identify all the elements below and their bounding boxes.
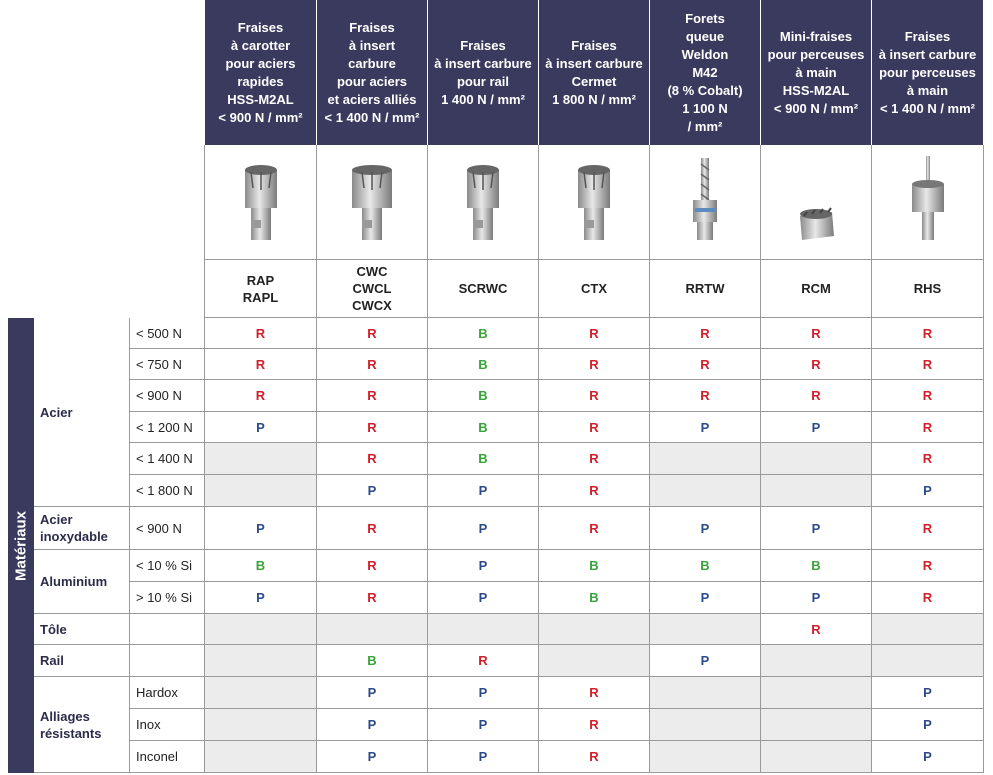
not-applicable-cell: [761, 677, 872, 709]
product-header-6: Mini-fraises pour perceuses à main HSS-M2AL < 900 N / mm²: [761, 0, 872, 145]
rating-cell: P: [205, 507, 317, 550]
product-image-6: [761, 145, 872, 260]
not-applicable-cell: [205, 614, 317, 645]
rating-cell: R: [872, 550, 984, 582]
rating-cell: P: [761, 507, 872, 550]
annular-cutter-icon: [231, 150, 291, 255]
product-header-5: Forets queue Weldon M42 (8 % Cobalt) 1 100 N / mm²: [650, 0, 761, 145]
rating-cell: P: [872, 677, 984, 709]
table-left-border: [204, 145, 205, 318]
rating-cell: R: [539, 443, 650, 475]
rating-cell: P: [650, 507, 761, 550]
carbide-cutter-icon: [342, 150, 402, 255]
not-applicable-cell: [539, 614, 650, 645]
product-code-6: RCM: [761, 260, 872, 318]
product-header-4: Fraises à insert carbure Cermet 1 800 N / mm²: [539, 0, 650, 145]
material-subrow-label: < 750 N: [130, 349, 205, 380]
rating-cell: B: [761, 550, 872, 582]
material-group-4: Tôle: [34, 614, 130, 645]
not-applicable-cell: [650, 677, 761, 709]
rating-cell: P: [428, 550, 539, 582]
material-subrow-label: Hardox: [130, 677, 205, 709]
rating-cell: P: [761, 412, 872, 443]
rating-cell: R: [317, 582, 428, 614]
rating-cell: B: [317, 645, 428, 677]
rating-cell: P: [872, 475, 984, 507]
material-subrow-label: < 900 N: [130, 380, 205, 412]
rating-cell: R: [317, 349, 428, 380]
rating-cell: R: [872, 443, 984, 475]
rating-cell: R: [205, 349, 317, 380]
rating-cell: P: [205, 582, 317, 614]
rating-cell: R: [317, 507, 428, 550]
not-applicable-cell: [761, 475, 872, 507]
not-applicable-cell: [761, 645, 872, 677]
not-applicable-cell: [205, 677, 317, 709]
product-code-7: RHS: [872, 260, 984, 318]
rating-cell: R: [539, 709, 650, 741]
material-subrow-label: < 1 800 N: [130, 475, 205, 507]
rating-cell: R: [539, 349, 650, 380]
rating-cell: R: [539, 412, 650, 443]
rating-cell: B: [205, 550, 317, 582]
material-subrow-label: < 1 400 N: [130, 443, 205, 475]
rating-cell: P: [872, 741, 984, 773]
rating-cell: R: [650, 380, 761, 412]
rating-cell: R: [205, 380, 317, 412]
not-applicable-cell: [205, 741, 317, 773]
not-applicable-cell: [761, 741, 872, 773]
not-applicable-cell: [205, 443, 317, 475]
rating-cell: R: [539, 475, 650, 507]
material-group-1: Acier: [34, 318, 130, 507]
material-subrow-label: Inconel: [130, 741, 205, 773]
not-applicable-cell: [539, 645, 650, 677]
mini-cutter-icon: [786, 150, 846, 255]
holesaw-cutter-icon: [898, 150, 958, 255]
product-code-4: CTX: [539, 260, 650, 318]
material-subrow-label: > 10 % Si: [130, 582, 205, 614]
rating-cell: R: [317, 380, 428, 412]
rating-cell: B: [428, 412, 539, 443]
rating-cell: R: [428, 645, 539, 677]
rating-cell: P: [428, 475, 539, 507]
not-applicable-cell: [650, 709, 761, 741]
rating-cell: R: [539, 318, 650, 349]
rating-cell: R: [539, 507, 650, 550]
material-group-2: Acier inoxydable: [34, 507, 130, 550]
rail-cutter-icon: [453, 150, 513, 255]
product-header-2: Fraises à insert carbure pour aciers et aciers alliés < 1 400 N / mm²: [317, 0, 428, 145]
rating-cell: R: [317, 412, 428, 443]
rating-cell: P: [205, 412, 317, 443]
rating-cell: P: [428, 582, 539, 614]
material-group-3: Aluminium: [34, 550, 130, 614]
material-subrow-label: < 500 N: [130, 318, 205, 349]
not-applicable-cell: [205, 709, 317, 741]
rating-cell: P: [650, 412, 761, 443]
not-applicable-cell: [205, 645, 317, 677]
not-applicable-cell: [650, 741, 761, 773]
rating-cell: R: [872, 349, 984, 380]
not-applicable-cell: [205, 475, 317, 507]
rating-cell: R: [539, 380, 650, 412]
rating-cell: B: [428, 443, 539, 475]
product-image-2: [317, 145, 428, 260]
rating-cell: R: [872, 318, 984, 349]
rating-cell: R: [317, 550, 428, 582]
rating-cell: R: [872, 380, 984, 412]
product-code-2: CWC CWCL CWCX: [317, 260, 428, 318]
not-applicable-cell: [872, 614, 984, 645]
rating-cell: P: [428, 741, 539, 773]
rating-cell: P: [428, 677, 539, 709]
rating-cell: P: [650, 645, 761, 677]
material-subrow-label: [130, 614, 205, 645]
rating-cell: R: [761, 614, 872, 645]
rating-cell: P: [317, 741, 428, 773]
rating-cell: B: [650, 550, 761, 582]
rating-cell: R: [317, 318, 428, 349]
rating-cell: P: [428, 709, 539, 741]
material-group-6: Alliages résistants: [34, 677, 130, 773]
product-header-1: Fraises à carotter pour aciers rapides HSS-M2AL < 900 N / mm²: [205, 0, 317, 145]
product-image-4: [539, 145, 650, 260]
materials-side-label: [8, 318, 34, 773]
product-image-7: [872, 145, 984, 260]
not-applicable-cell: [872, 645, 984, 677]
rating-cell: R: [872, 582, 984, 614]
product-image-5: [650, 145, 761, 260]
material-subrow-label: < 10 % Si: [130, 550, 205, 582]
material-subrow-label: [130, 645, 205, 677]
materials-side-label-text: Matériaux: [12, 510, 30, 581]
rating-cell: P: [761, 582, 872, 614]
not-applicable-cell: [650, 614, 761, 645]
product-header-3: Fraises à insert carbure pour rail 1 400 N / mm²: [428, 0, 539, 145]
rating-cell: R: [761, 349, 872, 380]
rating-cell: P: [650, 582, 761, 614]
rating-cell: B: [539, 582, 650, 614]
material-subrow-label: < 1 200 N: [130, 412, 205, 443]
rating-cell: P: [317, 677, 428, 709]
not-applicable-cell: [317, 614, 428, 645]
product-header-7: Fraises à insert carbure pour perceuses à main < 1 400 N / mm²: [872, 0, 984, 145]
material-group-5: Rail: [34, 645, 130, 677]
rating-cell: R: [539, 741, 650, 773]
not-applicable-cell: [761, 443, 872, 475]
rating-cell: R: [761, 380, 872, 412]
rating-cell: R: [872, 507, 984, 550]
rating-cell: P: [317, 709, 428, 741]
rating-cell: B: [428, 380, 539, 412]
material-subrow-label: Inox: [130, 709, 205, 741]
rating-cell: B: [428, 318, 539, 349]
product-image-1: [205, 145, 317, 260]
rating-cell: R: [650, 349, 761, 380]
product-code-5: RRTW: [650, 260, 761, 318]
not-applicable-cell: [650, 443, 761, 475]
not-applicable-cell: [428, 614, 539, 645]
rating-cell: R: [317, 443, 428, 475]
rating-cell: P: [872, 709, 984, 741]
rating-cell: R: [650, 318, 761, 349]
twist-drill-icon: [675, 150, 735, 255]
rating-cell: B: [428, 349, 539, 380]
rating-cell: P: [317, 475, 428, 507]
cermet-cutter-icon: [564, 150, 624, 255]
not-applicable-cell: [650, 475, 761, 507]
product-image-3: [428, 145, 539, 260]
rating-cell: P: [428, 507, 539, 550]
rating-cell: R: [872, 412, 984, 443]
rating-cell: R: [205, 318, 317, 349]
rating-cell: R: [761, 318, 872, 349]
not-applicable-cell: [761, 709, 872, 741]
material-subrow-label: < 900 N: [130, 507, 205, 550]
rating-cell: B: [539, 550, 650, 582]
product-code-1: RAP RAPL: [205, 260, 317, 318]
product-code-3: SCRWC: [428, 260, 539, 318]
rating-cell: R: [539, 677, 650, 709]
